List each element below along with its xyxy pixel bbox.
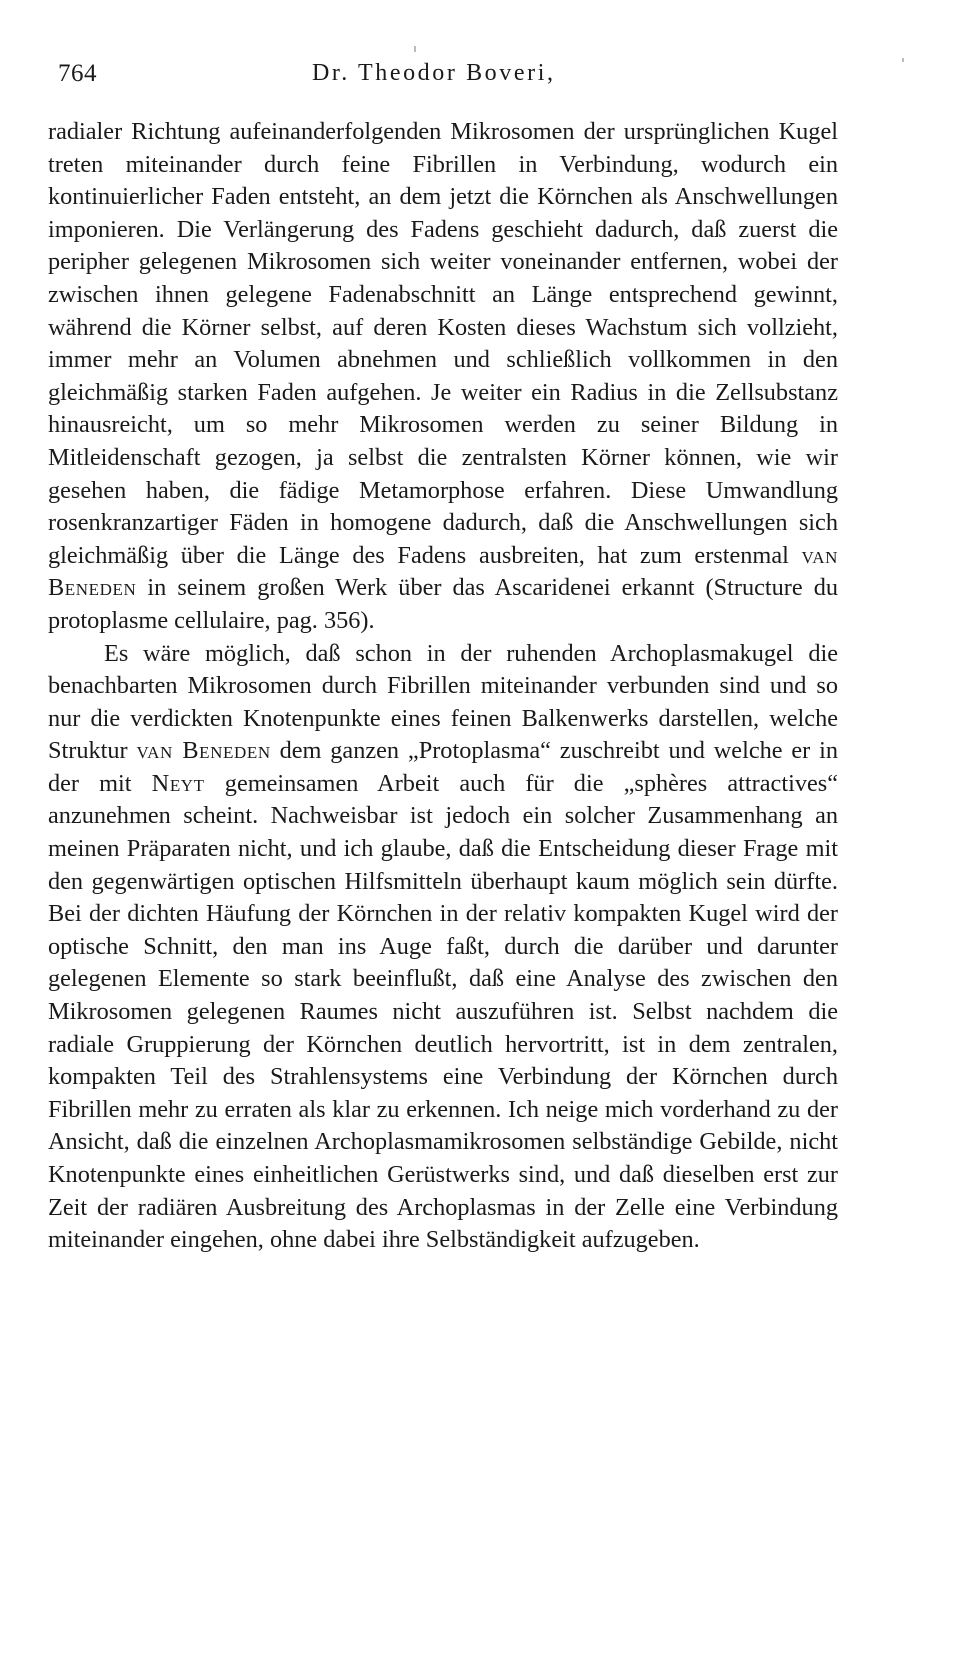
running-head [58, 60, 848, 90]
body-text [48, 116, 838, 1257]
print-speck [414, 46, 416, 52]
paragraph-2 [48, 638, 838, 1257]
author-name-van-beneden: van Beneden [48, 541, 838, 602]
paragraph-2-text-end: gemeinsamen Arbeit auch für die „sphères attractives“ anzunehmen scheint. Nachweisbar ist jedoch ein solcher Zusammenhang an meinen Präparaten nicht, und ich glaube, daß die Entscheidung dieser Frage mit den gegenwärtigen optischen Hilfsmitteln überhaupt kaum möglich sein dürfte. Bei der dichten Häufung der Körnchen in der relativ kompakten Kugel wird der optische Schnitt, den man ins Auge faßt, durch die darüber und darunter gelegenen Elemente so stark beeinflußt, daß eine Analyse des zwischen den Mikrosomen gelegenen Raumes nicht auszuführen ist. Selbst nachdem die radiale Gruppierung der Körnchen deutlich hervortritt, ist in dem zentralen, kompakten Teil des Strahlensystems eine Verbindung der Körnchen durch Fibrillen mehr zu erraten als klar zu erkennen. Ich neige mich vorderhand zu der Ansicht, daß die einzelnen Archoplasmamikrosomen selbständige Gebilde, nicht Knotenpunkte eines einheitlichen Gerüstwerks sind, und daß dieselben erst zur Zeit der radiären Ausbreitung des Archoplasmas in der Zelle eine Verbindung miteinander eingehen, ohne dabei ihre Selbständigkeit aufzugeben. [48, 769, 838, 1254]
author-name-neyt: Neyt [151, 769, 205, 797]
page-number: 764 [58, 60, 97, 87]
author-name-van-beneden: van Beneden [136, 737, 271, 765]
paragraph-1 [48, 116, 838, 638]
paragraph-1-text: radialer Richtung aufeinanderfolgenden Mikrosomen der ursprünglichen Kugel treten miteinander durch feine Fibrillen in Verbindung, wodurch ein kontinuierlicher Faden entsteht, an dem jetzt die Körnchen als Anschwellungen imponieren. Die Verlängerung des Fadens geschieht dadurch, daß zuerst die peripher gelegenen Mikrosomen sich weiter voneinander entfernen, wobei der zwischen ihnen gelegene Fadenabschnitt an Länge entsprechend gewinnt, während die Körner selbst, auf deren Kosten dieses Wachstum sich vollzieht, immer mehr an Volumen abnehmen und schließlich vollkommen in den gleichmäßig starken Faden aufgehen. Je weiter ein Radius in die Zellsubstanz hinausreicht, um so mehr Mikrosomen werden zu seiner Bildung in Mitleidenschaft gezogen, ja selbst die zentralsten Körner können, wie wir gesehen haben, die fädige Metamorphose erfahren. Diese Umwandlung rosenkranzartiger Fäden in homogene dadurch, daß die Anschwellungen sich gleichmäßig über die Länge des Fadens ausbreiten, hat zum erstenmal [48, 118, 838, 569]
paragraph-2-text-mid: dem ganzen „Protoplasma“ zuschreibt und welche er in der mit [48, 737, 838, 797]
print-speck [902, 58, 904, 62]
paragraph-1-text-end: in seinem großen Werk über das Ascaridenei erkannt (Structure du protoplasme cellulaire, pag. 356). [48, 574, 838, 634]
header-author: Dr. Theodor Boveri, [312, 60, 556, 86]
paragraph-2-text: Es wäre möglich, daß schon in der ruhenden Archoplasmakugel die benachbarten Mikrosomen durch Fibrillen miteinander verbunden sind und so nur die verdickten Knotenpunkte eines feinen Balkenwerks darstellen, welche Struktur [48, 639, 838, 765]
